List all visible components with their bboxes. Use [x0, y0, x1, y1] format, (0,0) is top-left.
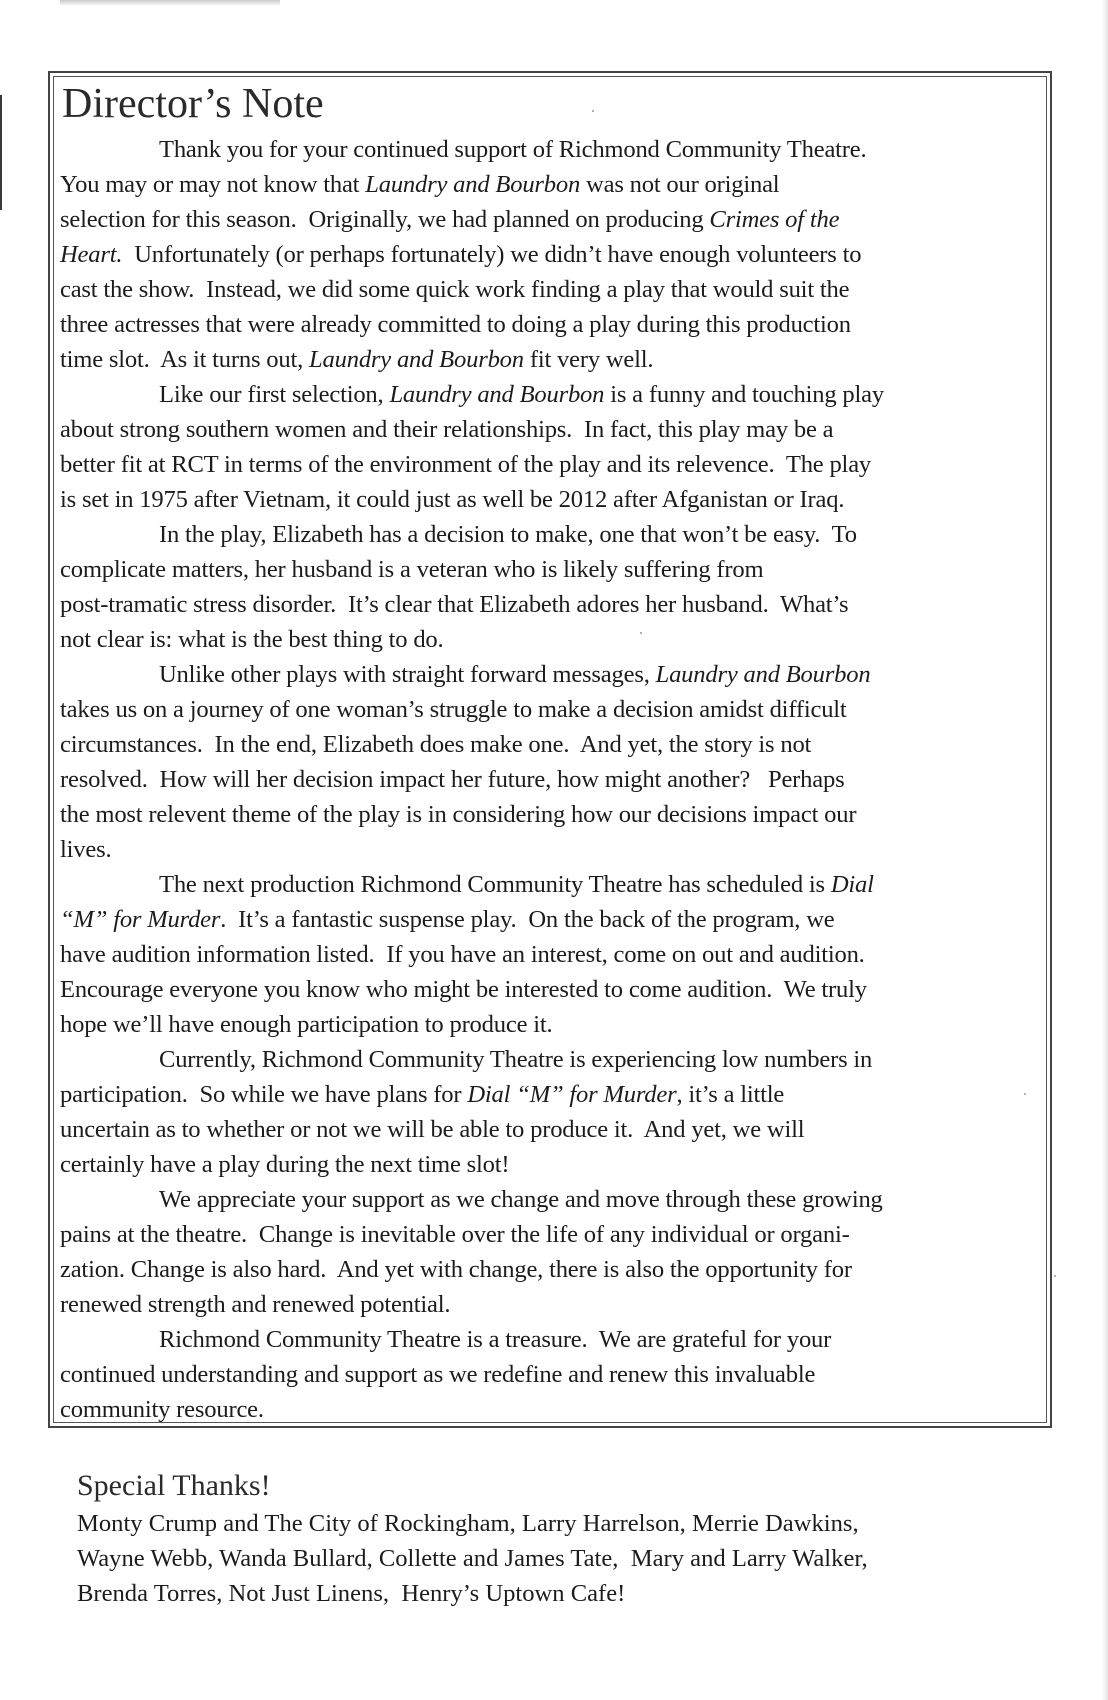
note-line [60, 167, 1050, 202]
note-line [60, 342, 1050, 377]
note-line [60, 1252, 1050, 1287]
special-thanks-line: Brenda Torres, Not Just Linens, Henry’s Uptown Cafe! [77, 1580, 626, 1607]
text-run: renewed strength and renewed potential. [60, 1291, 451, 1318]
note-line [60, 1042, 1050, 1077]
note-line [60, 692, 1050, 727]
note-line [60, 552, 1050, 587]
note-line [60, 1322, 1050, 1357]
note-paragraph [60, 1042, 1050, 1182]
note-line [60, 1007, 1050, 1042]
scan-speck [1054, 1275, 1056, 1277]
italic-title: Laundry and Bourbon [389, 381, 605, 408]
note-line [60, 1357, 1050, 1392]
page-fold-shadow [1102, 0, 1108, 1700]
text-run: have audition information listed. If you have an interest, come on out and audition. [60, 941, 865, 968]
note-paragraph [60, 132, 1050, 377]
text-run: better fit at RCT in terms of the environment of the play and its relevence. The play [60, 451, 872, 478]
directors-note-body [60, 132, 1050, 1427]
text-run: Richmond Community Theatre is a treasure. We are grateful for your [159, 1326, 832, 1353]
note-line [60, 307, 1050, 342]
text-run: about strong southern women and their relationships. In fact, this play may be a [60, 416, 834, 443]
note-paragraph [60, 657, 1050, 867]
text-run: community resource. [60, 1396, 264, 1423]
text-run: cast the show. Instead, we did some quick work finding a play that would suit the [60, 276, 850, 303]
scan-edge-top [60, 0, 280, 6]
text-run: Unlike other plays with straight forward messages, [159, 661, 656, 688]
text-run: complicate matters, her husband is a veteran who is likely suffering from [60, 556, 764, 583]
text-run: hope we’ll have enough participation to produce it. [60, 1011, 553, 1038]
text-run: circumstances. In the end, Elizabeth does make one. And yet, the story is not [60, 731, 812, 758]
special-thanks-body [77, 1506, 1077, 1611]
italic-title: Laundry and Bourbon [365, 171, 581, 198]
note-paragraph [60, 1182, 1050, 1322]
note-line [60, 937, 1050, 972]
note-line [60, 517, 1050, 552]
text-run: . It’s a fantastic suspense play. On the back of the program, we [220, 906, 835, 933]
text-run: three actresses that were already committed to doing a play during this production [60, 311, 851, 338]
italic-title: Laundry and Bourbon [655, 661, 871, 688]
italic-title: Laundry and Bourbon [309, 346, 524, 373]
text-run: certainly have a play during the next time slot! [60, 1151, 510, 1178]
text-run: zation. Change is also hard. And yet with change, there is also the opportunity for [60, 1256, 852, 1283]
special-thanks-line: Monty Crump and The City of Rockingham, Larry Harrelson, Merrie Dawkins, [77, 1510, 859, 1537]
text-run: continued understanding and support as we redefine and renew this invaluable [60, 1361, 816, 1388]
text-run: is set in 1975 after Vietnam, it could just as well be 2012 after Afganistan or Iraq. [60, 486, 845, 513]
note-line [60, 1112, 1050, 1147]
note-line [60, 657, 1050, 692]
italic-title: “M” for Murder [60, 906, 221, 933]
italic-title: Dial “M” for Murder [467, 1081, 677, 1108]
note-line [60, 447, 1050, 482]
note-line [60, 1392, 1050, 1427]
note-line [60, 727, 1050, 762]
italic-title: Crimes of the [709, 206, 840, 233]
text-run: time slot. As it turns out, [60, 346, 310, 373]
note-line [60, 622, 1050, 657]
note-line [60, 832, 1050, 867]
note-line [60, 1147, 1050, 1182]
text-run: We appreciate your support as we change and move through these growing [159, 1186, 883, 1213]
note-line [60, 412, 1050, 447]
note-line [60, 1287, 1050, 1322]
text-run: resolved. How will her decision impact her future, how might another? Perhaps [60, 766, 845, 793]
directors-note-title: Director’s Note [62, 81, 324, 127]
note-line [60, 1182, 1050, 1217]
note-line [60, 1217, 1050, 1252]
text-run: , it’s a little [676, 1081, 785, 1108]
note-paragraph [60, 377, 1050, 517]
special-thanks-line: Wayne Webb, Wanda Bullard, Collette and James Tate, Mary and Larry Walker, [77, 1545, 868, 1572]
note-line [60, 272, 1050, 307]
note-line [60, 762, 1050, 797]
note-line [60, 867, 1050, 902]
text-run: Encourage everyone you know who might be interested to come audition. We truly [60, 976, 867, 1003]
text-run: was not our original [580, 171, 780, 198]
text-run: fit very well. [523, 346, 654, 373]
note-line [60, 132, 1050, 167]
special-thanks-title: Special Thanks! [77, 1469, 271, 1502]
text-run: is a funny and touching play [604, 381, 884, 408]
note-line [60, 797, 1050, 832]
note-line [60, 1077, 1050, 1112]
text-run: takes us on a journey of one woman’s struggle to make a decision amidst difficult [60, 696, 847, 723]
italic-title: Dial [830, 871, 874, 898]
italic-title: Heart. [60, 241, 123, 268]
text-run: not clear is: what is the best thing to do. [60, 626, 444, 653]
note-line [60, 237, 1050, 272]
scan-edge-left [0, 95, 2, 210]
text-run: Currently, Richmond Community Theatre is experiencing low numbers in [159, 1046, 873, 1073]
text-run: selection for this season. Originally, we had planned on producing [60, 206, 710, 233]
text-run: lives. [60, 836, 112, 863]
text-run: the most relevent theme of the play is in considering how our decisions impact our [60, 801, 857, 828]
text-run: uncertain as to whether or not we will be able to produce it. And yet, we will [60, 1116, 805, 1143]
note-paragraph [60, 517, 1050, 657]
note-line [60, 482, 1050, 517]
note-paragraph [60, 867, 1050, 1042]
note-paragraph [60, 1322, 1050, 1427]
note-line [60, 587, 1050, 622]
text-run: You may or may not know that [60, 171, 366, 198]
text-run: The next production Richmond Community Theatre has scheduled is [159, 871, 831, 898]
note-line [60, 377, 1050, 412]
text-run: participation. So while we have plans for [60, 1081, 468, 1108]
note-line [60, 972, 1050, 1007]
text-run: In the play, Elizabeth has a decision to make, one that won’t be easy. To [159, 521, 857, 548]
text-run: Thank you for your continued support of Richmond Community Theatre. [159, 136, 867, 163]
text-run: post-tramatic stress disorder. It’s clear that Elizabeth adores her husband. What’s [60, 591, 849, 618]
note-line [60, 902, 1050, 937]
text-run: Unfortunately (or perhaps fortunately) we didn’t have enough volunteers to [122, 241, 862, 268]
text-run: Like our first selection, [159, 381, 390, 408]
note-line [60, 202, 1050, 237]
text-run: pains at the theatre. Change is inevitable over the life of any individual or organi- [60, 1221, 850, 1248]
